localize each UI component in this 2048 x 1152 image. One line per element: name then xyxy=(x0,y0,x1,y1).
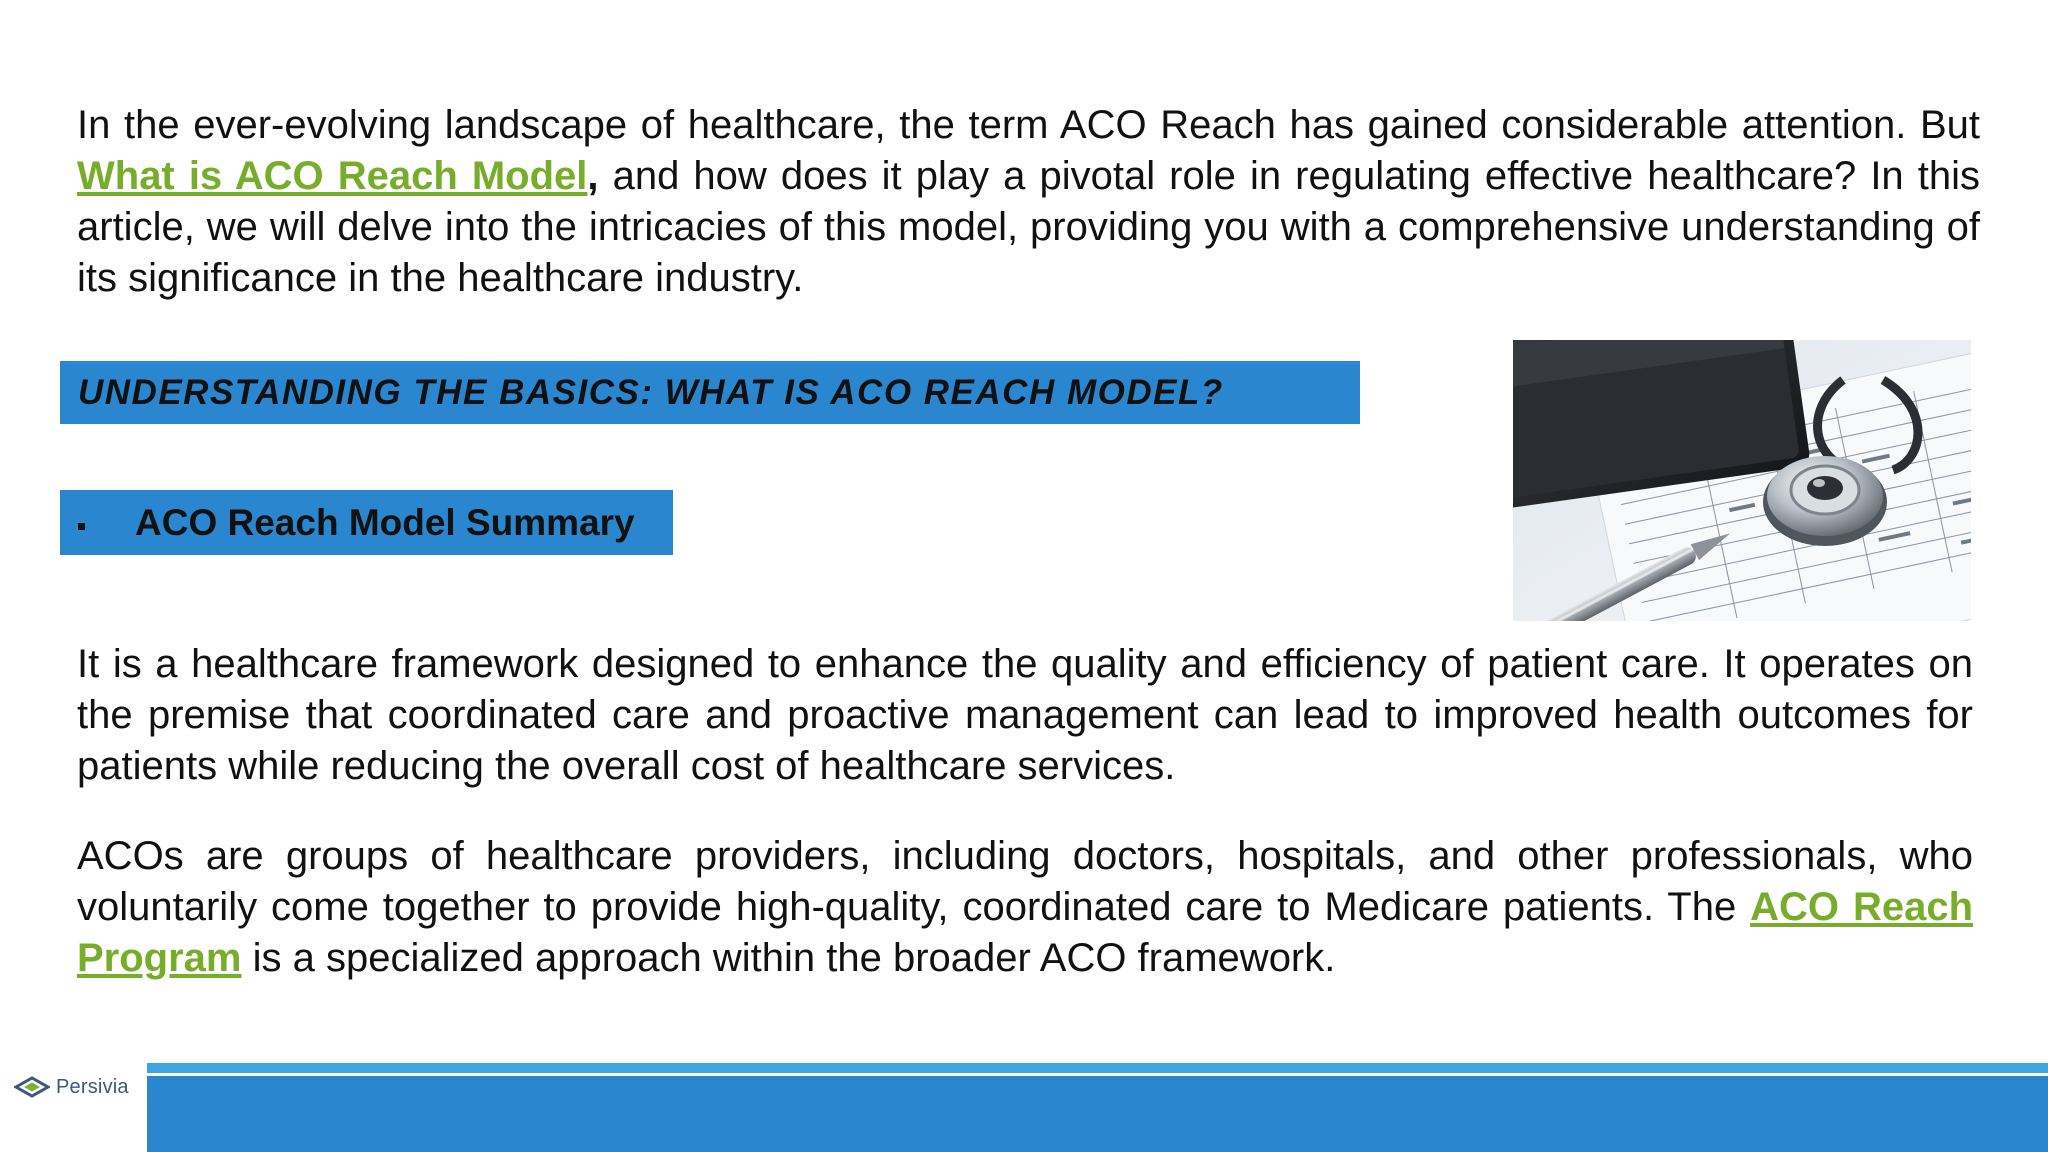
body2-text-start: ACOs are groups of healthcare providers, including doctors, hospitals, and other professionals, who voluntarily come together to provide high-quality, coordinated care to Medicare patients. The xyxy=(77,834,1973,929)
intro-text-end: and how does it play a pivotal role in regulating effective healthcare? In this article, we will delve into the intricacies of this model, providing you with a comprehensive understanding of its significance in the healthcare industry. xyxy=(77,154,1980,300)
section-heading-text: UNDERSTANDING THE BASICS: WHAT IS ACO REACH MODEL? xyxy=(78,372,1224,412)
bullet-icon xyxy=(78,523,85,530)
persivia-logo-text: Persivia xyxy=(56,1075,129,1098)
body-paragraph-2 xyxy=(77,831,1973,984)
stethoscope-photo xyxy=(1513,340,1971,621)
persivia-logo-icon xyxy=(14,1076,50,1098)
section-heading xyxy=(60,361,1360,424)
footer-accent-bar xyxy=(147,1063,2048,1073)
sub-heading-text: ACO Reach Model Summary xyxy=(135,501,635,543)
body-paragraph-1: It is a healthcare framework designed to enhance the quality and efficiency of patient care. It operates on the premise that coordinated care and proactive management can lead to improved health outcomes for patients while reducing the overall cost of healthcare services. xyxy=(77,642,1973,788)
aco-reach-program-link[interactable]: ACO Reach Program xyxy=(77,885,1974,980)
body2-text-end: is a specialized approach within the broader ACO framework. xyxy=(241,936,1336,980)
footer-bar xyxy=(147,1076,2048,1152)
persivia-logo[interactable] xyxy=(14,1072,129,1102)
sub-heading xyxy=(60,490,673,555)
intro-text-start: In the ever-evolving landscape of healthcare, the term ACO Reach has gained considerable attention. But xyxy=(77,103,1980,147)
intro-comma: , xyxy=(587,154,599,198)
intro-paragraph xyxy=(77,100,1980,304)
what-is-aco-reach-model-link[interactable]: What is ACO Reach Model xyxy=(77,154,588,198)
